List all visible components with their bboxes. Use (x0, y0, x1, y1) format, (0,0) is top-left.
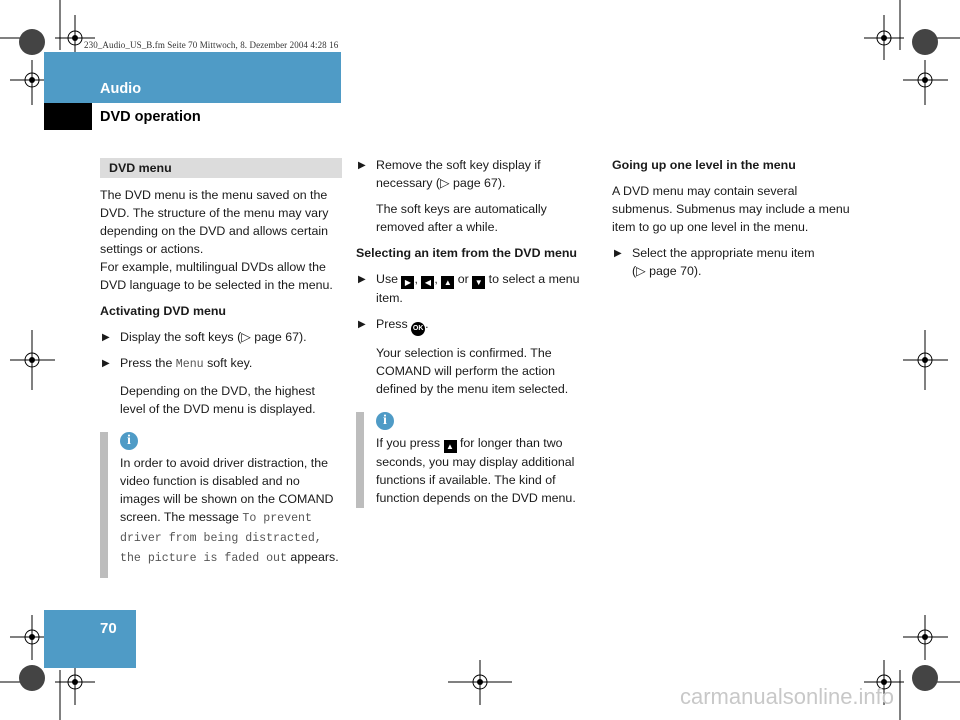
step-text-pre: Press the (120, 356, 176, 370)
page-ref: page 67). (254, 330, 307, 344)
example-paragraph: For example, multilingual DVDs allow the DVD language to be selected in the menu. (100, 260, 333, 292)
page-ref-icon: ▷ (440, 176, 450, 190)
step-text-post: to select a menu item. (376, 272, 580, 305)
info-box-distraction (100, 432, 342, 578)
menu-softkey-label: Menu (175, 358, 204, 371)
page-number-box (44, 610, 136, 668)
info-bar (100, 432, 108, 578)
arrow-icon: ▶ (358, 319, 366, 330)
intro-paragraph: The DVD menu is the menu saved on the DVD. The structure of the menu may vary depending on the DVD and allows certain settings or actions. (100, 188, 329, 256)
step-text: Display the soft keys ( (120, 330, 242, 344)
comma: , (414, 272, 418, 286)
info-text (120, 454, 342, 568)
subsection-title: DVD operation (100, 109, 201, 125)
going-up-heading: Going up one level in the menu (612, 158, 796, 172)
info-icon: i (376, 412, 394, 430)
intro-text (100, 186, 342, 294)
info-bar (356, 412, 364, 508)
or-label: or (454, 272, 473, 286)
activating-heading: Activating DVD menu (100, 304, 226, 318)
page-ref: page 67). (453, 176, 506, 190)
info-text-post: for longer than two seconds, you may display additional functions if available. The kind of function depends on the DVD menu. (376, 436, 576, 505)
step-text-post: soft key. (203, 356, 253, 370)
page-number: 70 (100, 620, 117, 637)
column-3 (612, 156, 854, 288)
step-note: Your selection is confirmed. The COMAND will perform the action defined by the menu item selected. (376, 346, 569, 396)
comma: , (434, 272, 438, 286)
submenu-text: A DVD menu may contain several submenus. Submenus may include a menu item to go up one level in the menu. (612, 184, 850, 234)
down-key-icon: ▼ (472, 276, 485, 289)
press-label: Press (376, 317, 412, 331)
page-ref: page 70). (649, 264, 702, 278)
step-select-item (612, 244, 854, 280)
info-text (376, 434, 598, 507)
step-text: Select the appropriate menu item ( (632, 246, 815, 278)
step-press-ok (356, 315, 598, 336)
info-text-pre: If you press (376, 436, 444, 450)
step-note: Depending on the DVD, the highest level of the DVD menu is displayed. (120, 384, 316, 416)
dvd-menu-heading: DVD menu (100, 158, 342, 178)
info-icon: i (120, 432, 138, 450)
selecting-heading: Selecting an item from the DVD menu (356, 246, 578, 260)
arrow-icon: ▶ (614, 248, 622, 259)
step-remove-soft-keys (356, 156, 598, 192)
page-ref-icon: ▷ (241, 330, 251, 344)
step-note: The soft keys are automatically removed after a while. (376, 202, 547, 234)
arrow-icon: ▶ (358, 274, 366, 285)
info-message: To prevent driver from being distracted, the picture is faded out (120, 512, 322, 565)
up-key-icon: ▲ (441, 276, 454, 289)
ok-key-icon: OK (411, 322, 425, 336)
header-black-tab (44, 103, 92, 130)
watermark: carmanualsonline.info (680, 684, 895, 709)
arrow-icon: ▶ (358, 160, 366, 171)
left-key-icon: ◀ (421, 276, 434, 289)
file-header: 230_Audio_US_B.fm Seite 70 Mittwoch, 8. Dezember 2004 4:28 16 (84, 40, 339, 50)
use-label: Use (376, 272, 402, 286)
page-ref-icon: ▷ (636, 264, 646, 278)
up-key-icon: ▲ (444, 440, 457, 453)
step-text: Remove the soft key display if necessary ( (376, 158, 541, 190)
arrow-icon: ▶ (102, 358, 110, 369)
step-use-keys (356, 270, 598, 307)
section-title: Audio (100, 81, 142, 97)
info-box-long-press (356, 412, 598, 508)
step-press-menu (100, 354, 342, 374)
column-1 (100, 156, 342, 578)
column-2 (356, 156, 598, 508)
step-display-soft-keys (100, 328, 342, 346)
info-text-post: appears. (286, 550, 339, 564)
arrow-icon: ▶ (102, 332, 110, 343)
right-key-icon: ▶ (401, 276, 414, 289)
period: . (425, 317, 429, 331)
info-text-pre: In order to avoid driver distraction, the video function is disabled and no images will be shown on the COMAND screen. The message (120, 456, 334, 524)
header-band (44, 52, 341, 103)
